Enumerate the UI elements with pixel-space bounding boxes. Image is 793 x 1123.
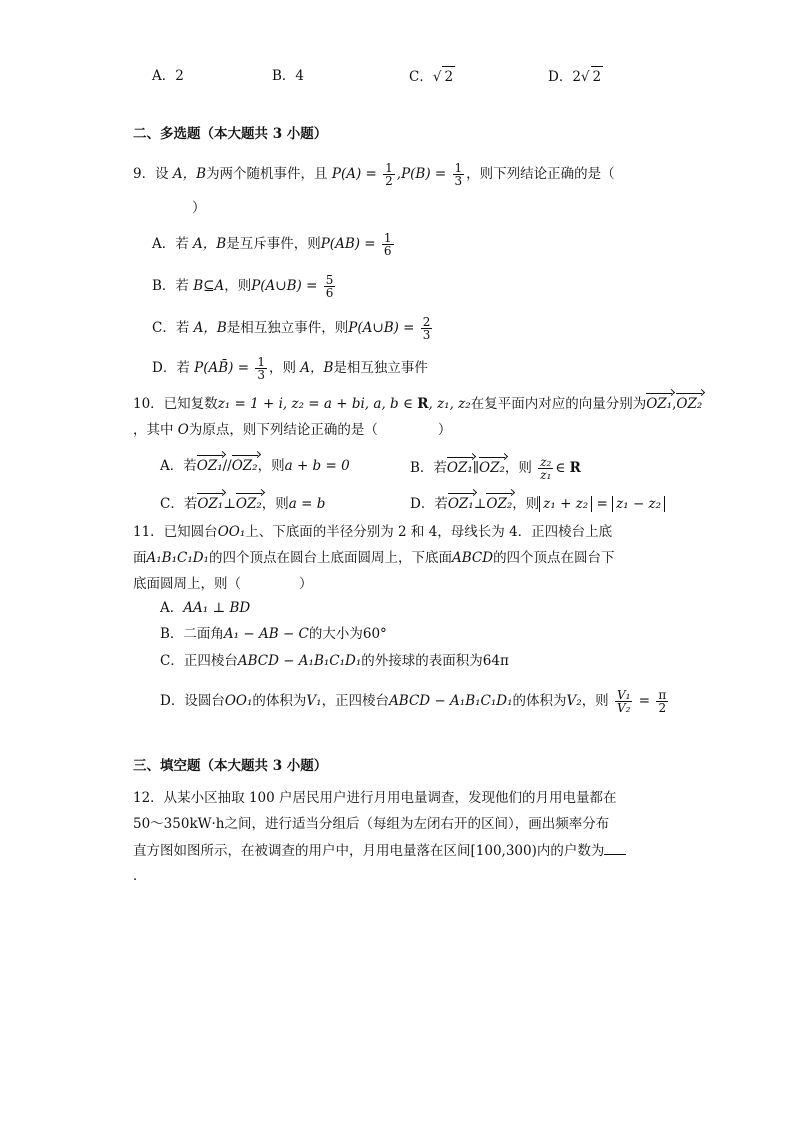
fraction: $\frac{1}{3}$ — [257, 355, 265, 382]
q12-stem-line1: 12．从某小区抽取 100 户居民用户进行月用电量调查，发现他们的月用电量都在 — [133, 790, 617, 806]
q12-stem-line4: ． — [133, 868, 147, 884]
q10-option-c: C．若OZ₁⊥OZ₂，则a = b — [160, 496, 326, 512]
fraction: $\frac{2}{3}$ — [422, 315, 431, 342]
q12-stem-line3: 直方图如图所示，在被调查的用户中，月用电量落在区间[100,300)内的户数为 — [133, 840, 626, 861]
q10-stem: 10．已知复数z₁ = 1 + i, z₂ = a + bi, a, b ∈ R, z₁, z₂在复平面内对应的向量分别为OZ₁,OZ₂ — [133, 396, 703, 412]
vector-oz1: OZ₁ — [646, 396, 673, 412]
q8-option-b: B．4 — [272, 68, 305, 84]
q11-stem-line2: 面A₁B₁C₁D₁的四个顶点在圆台上底面圆周上，下底面ABCD的四个顶点在圆台下 — [133, 550, 615, 566]
vector-oz2: OZ₂ — [235, 496, 262, 512]
q8-option-a: A．2 — [152, 68, 184, 84]
q9-option-b: B．若 B⊆A，则P(A∪B) = $\frac{5}{6}$ — [152, 273, 334, 300]
q9-option-a: A．若 A，B是互斥事件，则P(AB) = $\frac{1}{6}$ — [152, 231, 392, 258]
fraction: $\frac{\text{z₂}}{\text{z₁}}$ — [540, 455, 552, 482]
q10-stem-line2: ，其中 O为原点，则下列结论正确的是（ ） — [133, 422, 452, 438]
vector-oz2: OZ₂ — [479, 460, 505, 476]
q11-option-c: C．正四棱台ABCD − A₁B₁C₁D₁的外接球的表面积为64π — [160, 653, 509, 669]
fraction: $\frac{1}{2}$ — [385, 161, 393, 188]
q8-option-d: D．2√ 2 — [548, 66, 603, 87]
vector-oz1: OZ₁ — [447, 496, 474, 512]
q9-stem-close: ） — [192, 200, 206, 216]
vector-oz1: OZ₁ — [446, 460, 473, 476]
vector-oz2: OZ₂ — [676, 396, 703, 412]
q12-stem-line2: 50～350kW·h之间，进行适当分组后（每组为左闭右开的区间），画出频率分布 — [133, 816, 610, 832]
section-title-fill-in-blank: 三、填空题（本大题共 3 小题） — [133, 758, 328, 774]
q10-option-d: D．若OZ₁⊥OZ₂，则 z₁ + z₂ = z₁ − z₂ — [410, 494, 665, 514]
vector-oz1: OZ₁ — [197, 496, 224, 512]
section-title-multiple-choice: 二、多选题（本大题共 3 小题） — [133, 126, 328, 142]
answer-blank[interactable] — [604, 840, 626, 855]
fraction: $\frac{\text{V₁}}{\text{V₂}}$ — [616, 688, 631, 715]
vector-oz2: OZ₂ — [486, 496, 513, 512]
fraction: $\frac{1}{6}$ — [383, 231, 392, 258]
q9-option-d: D．若 P(AB̄) = $\frac{1}{3}$ ，则 A，B是相互独立事件 — [152, 355, 428, 382]
q10-option-a: A．若OZ₁//OZ₂，则a + b = 0 — [160, 458, 350, 474]
q11-option-a: A．AA₁ ⊥ BD — [160, 600, 251, 616]
vector-oz2: OZ₂ — [231, 458, 258, 474]
q11-option-b: B．二面角A₁ − AB − C的大小为60° — [160, 626, 387, 642]
vector-oz1: OZ₁ — [196, 458, 223, 474]
q11-stem-line3: 底面圆周上，则（ ） — [133, 576, 313, 592]
q11-stem-line1: 11．已知圆台OO₁上、下底面的半径分别为 2 和 4，母线长为 4．正四棱台上底 — [133, 524, 613, 540]
q10-option-b: B．若OZ₁∥OZ₂，则 $\frac{\text{z₂}}{\text{z₁}}$ ∈ R — [410, 455, 581, 482]
q9-stem: 9．设 A，B为两个随机事件，且 P(A) = $\frac{1}{2}$ ,P(B) = $\frac{1}{3}$ ，则下列结论正确的是（ — [133, 161, 615, 188]
q8-option-c: C．√ 2 — [409, 66, 455, 87]
fraction: $\frac{5}{6}$ — [325, 273, 334, 300]
q9-option-c: C．若 A，B是相互独立事件，则P(A∪B) = $\frac{2}{3}$ — [152, 315, 431, 342]
q11-option-d: D．设圆台OO₁的体积为V₁，正四棱台ABCD − A₁B₁C₁D₁的体积为V₂，则 $\frac{\text{V₁}}{\text{V₂}}$ = $\frac{\pi}{2}$ — [160, 688, 667, 715]
fraction: $\frac{\pi}{2}$ — [658, 688, 667, 715]
fraction: $\frac{1}{3}$ — [454, 161, 463, 188]
